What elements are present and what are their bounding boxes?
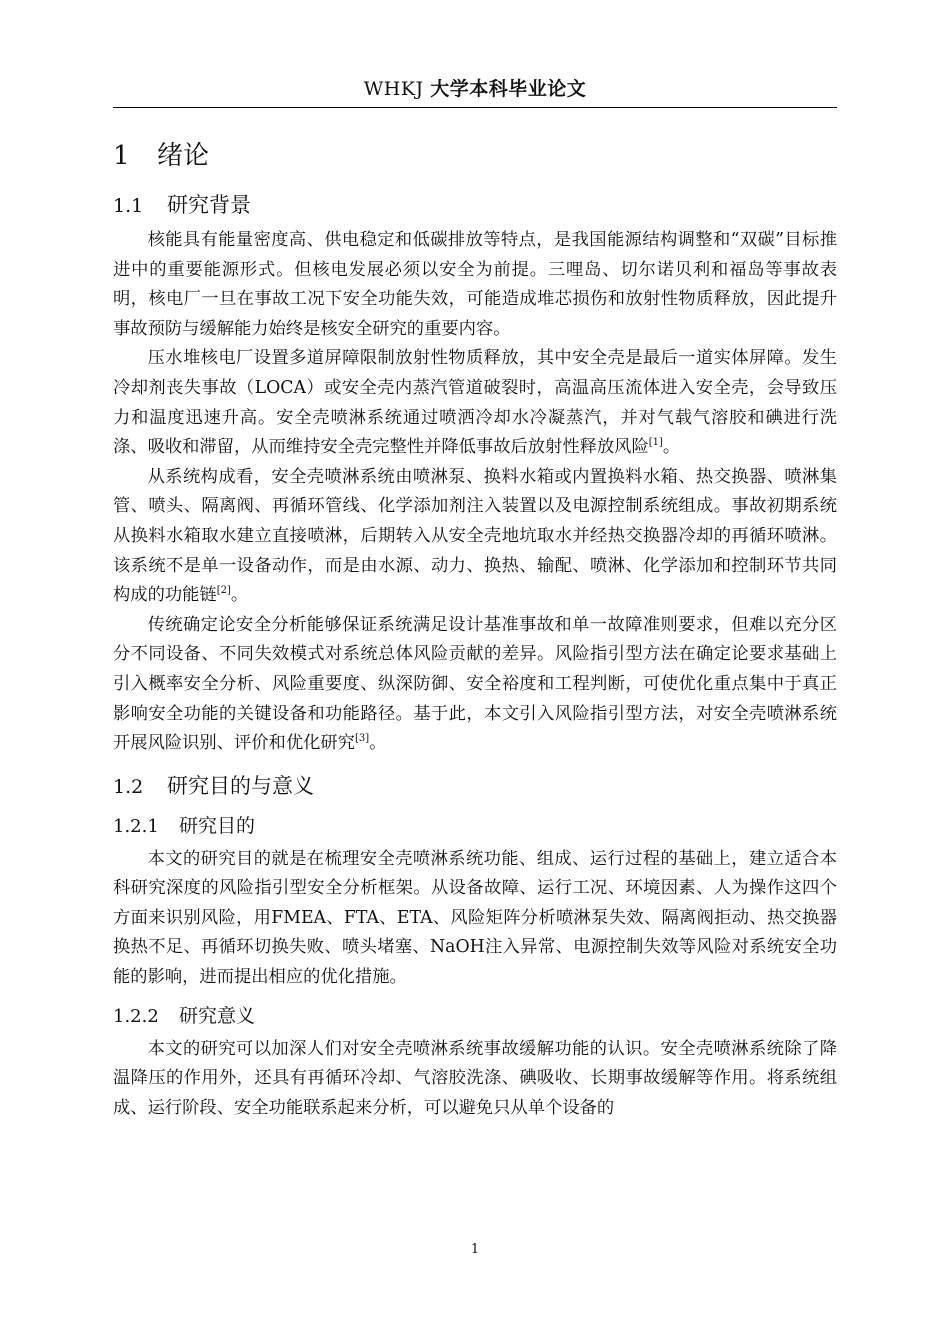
header-rule (113, 107, 837, 108)
citation: [2] (216, 585, 231, 597)
paragraph: 本文的研究可以加深人们对安全壳喷淋系统事故缓解功能的认识。安全壳喷淋系统除了降温降压的作用外，还具有再循环冷却、气溶胶洗涤、碘吸收、长期事故缓解等作用。将系统组成、运行阶段、安全功能联系起来分析，可以避免只从单个设备的 (113, 1038, 837, 1118)
subsection-number: 1.2.1 (113, 815, 159, 837)
chapter-heading (113, 140, 837, 172)
section-number: 1.1 (113, 195, 144, 217)
section-heading (113, 188, 837, 222)
subsection-number: 1.2.2 (113, 1005, 159, 1027)
page-number: 1 (470, 1242, 480, 1257)
page-body (113, 134, 837, 1123)
citation: [3] (354, 733, 370, 745)
section-heading (113, 769, 837, 803)
paragraph: 压水堆核电厂设置多道屏障限制放射性物质释放，其中安全壳是最后一道实体屏障。发生冷却剂丧失事故（LOCA）或安全壳内蒸汽管道破裂时，高温高压流体进入安全壳，会导致压力和温度迅速升高。安全壳喷淋系统通过喷洒冷却水冷凝蒸汽，并对气载气溶胶和碘进行洗涤、吸收和滞留，从而维持安全壳完整性并降低事故后放射性释放风险[1]。 (113, 348, 837, 458)
subsection-title: 研究目的 (179, 814, 256, 837)
section-title: 研究目的与意义 (167, 773, 314, 798)
section-number: 1.2 (113, 775, 144, 798)
subsection-heading (113, 999, 837, 1033)
paragraph: 传统确定论安全分析能够保证系统满足设计基准事故和单一故障准则要求，但难以充分区分不同设备、不同失效模式对系统总体风险贡献的差异。风险指引型方法在确定论要求基础上引入概率安全分析、风险重要度、纵深防御、安全裕度和工程判断，可使优化重点集中于真正影响安全功能的关键设备和功能路径。基于此，本文引入风险指引型方法，对安全壳喷淋系统开展风险识别、评价和优化研究[3]。 (113, 614, 837, 754)
subsection-title: 研究意义 (179, 1004, 256, 1027)
header-prefix: WHKJ (363, 78, 424, 100)
paragraph: 核能具有能量密度高、供电稳定和低碳排放等特点，是我国能源结构调整和“双碳”目标推进中的重要能源形式。但核电发展必须以安全为前提。三哩岛、切尔诺贝利和福岛等事故表明，核电厂一旦在事故工况下安全功能失效，可能造成堆芯损伤和放射性物质释放，因此提升事故预防与缓解能力始终是核安全研究的重要内容。 (113, 230, 837, 339)
section-title: 研究背景 (167, 193, 251, 217)
paragraph: 从系统构成看，安全壳喷淋系统由喷淋泵、换料水箱或内置换料水箱、热交换器、喷淋集管、喷头、隔离阀、再循环管线、化学添加剂注入装置以及电源控制系统组成。事故初期系统从换料水箱取水建立直接喷淋，后期转入从安全壳地坑取水并经热交换器冷却的再循环喷淋。该系统不是单一设备动作，而是由水源、动力、换热、输配、喷淋、化学添加和控制环节共同构成的功能链[2]。 (113, 466, 837, 606)
paragraph: 本文的研究目的就是在梳理安全壳喷淋系统功能、组成、运行过程的基础上，建立适合本科研究深度的风险指引型安全分析框架。从设备故障、运行工况、环境因素、人为操作这四个方面来识别风险，用FMEA、FTA、ETA、风险矩阵分析喷淋泵失效、隔离阀拒动、热交换器换热不足、再循环切换失败、喷头堵塞、NaOH注入异常、电源控制失效等风险对系统安全功能的影响，进而提出相应的优化措施。 (113, 848, 837, 988)
header-title: 大学本科毕业论文 (430, 78, 587, 100)
chapter-title: 绪论 (157, 141, 210, 171)
chapter-number: 1 (113, 141, 130, 171)
citation: [1] (648, 437, 663, 449)
running-header (113, 70, 837, 110)
subsection-heading (113, 809, 837, 843)
